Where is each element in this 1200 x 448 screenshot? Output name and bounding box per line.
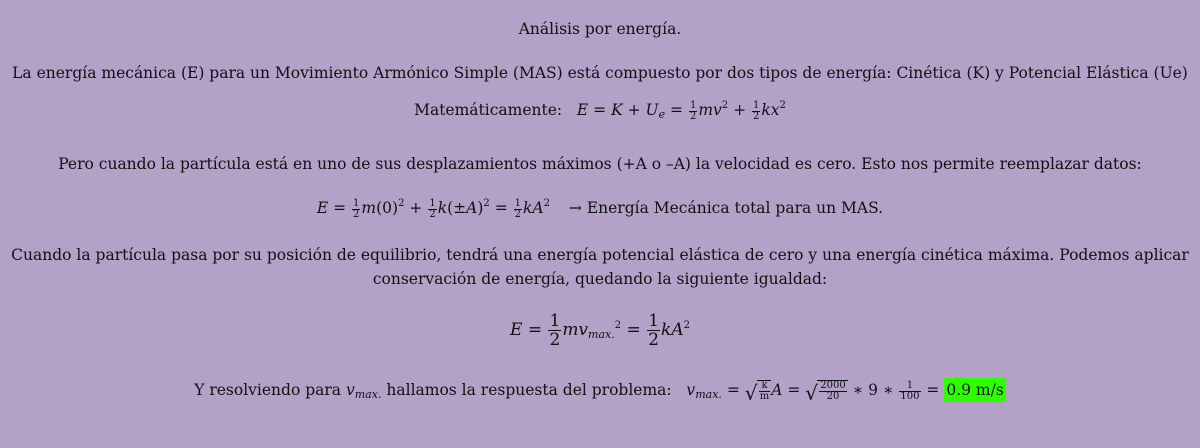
title: Análisis por energía. <box>518 20 682 38</box>
paragraph-equilibrium-line2: conservación de energía, quedando la siguiente igualdad: <box>372 270 828 288</box>
final-result-line: Y resolviendo para $v_{max.}$ hallamos la respuesta del problema: $v_{max.}$ = √ $\frac{k}{m}$ A = √ $\frac{2000}{20}$ ∗ 9 ∗ $\frac{1}{100}$ = 0.9 m/s <box>194 379 1004 405</box>
equation-2: E = $\frac{1}{2}$ $m(0)^2$ + $\frac{1}{2}$ $k(\pm A)^2$ = $\frac{1}{2}$ $kA^2$ <box>316 197 550 220</box>
intro-paragraph: La energía mecánica (E) para un Movimiento Armónico Simple (MAS) está compuesto por dos tipos de energía: Cinética (K) y Potencial Elástica (Ue) <box>12 64 1188 82</box>
final-text-b: hallamos la respuesta del problema: <box>386 381 672 399</box>
equation-2-note: → Energía Mecánica total para un MAS. <box>568 199 884 217</box>
paragraph-equilibrium-line1: Cuando la partícula pasa por su posición de equilibrio, tendrá una energía potencial elástica de cero y una energía cinética máxima. Podemos aplicar <box>11 246 1189 264</box>
answer-highlight: 0.9 m/s <box>944 378 1005 402</box>
equation-conservation: E = $\frac{1}{2}$ $mv_{max.}^2$ = $\frac{1}{2}$ $kA^2$ <box>510 311 690 350</box>
final-text-a: Y resolviendo para <box>194 381 342 399</box>
equation-final: $v_{max.}$ = √ $\frac{k}{m}$ A = √ $\frac{2000}{20}$ ∗ 9 ∗ $\frac{1}{100}$ = <box>676 379 945 405</box>
math-label: Matemáticamente: <box>414 101 563 119</box>
equation-total-energy <box>0 198 1200 220</box>
equation-1: $E = K + U_e$ = $\frac{1}{2}$ $mv^2$ + $\frac{1}{2}$ $kx^2$ <box>567 99 786 122</box>
equation-energy-definition <box>0 100 1200 122</box>
paragraph-max-displacement: Pero cuando la partícula está en uno de sus desplazamientos máximos (+A o –A) la velocidad es cero. Esto nos permite reemplazar datos: <box>58 155 1142 173</box>
